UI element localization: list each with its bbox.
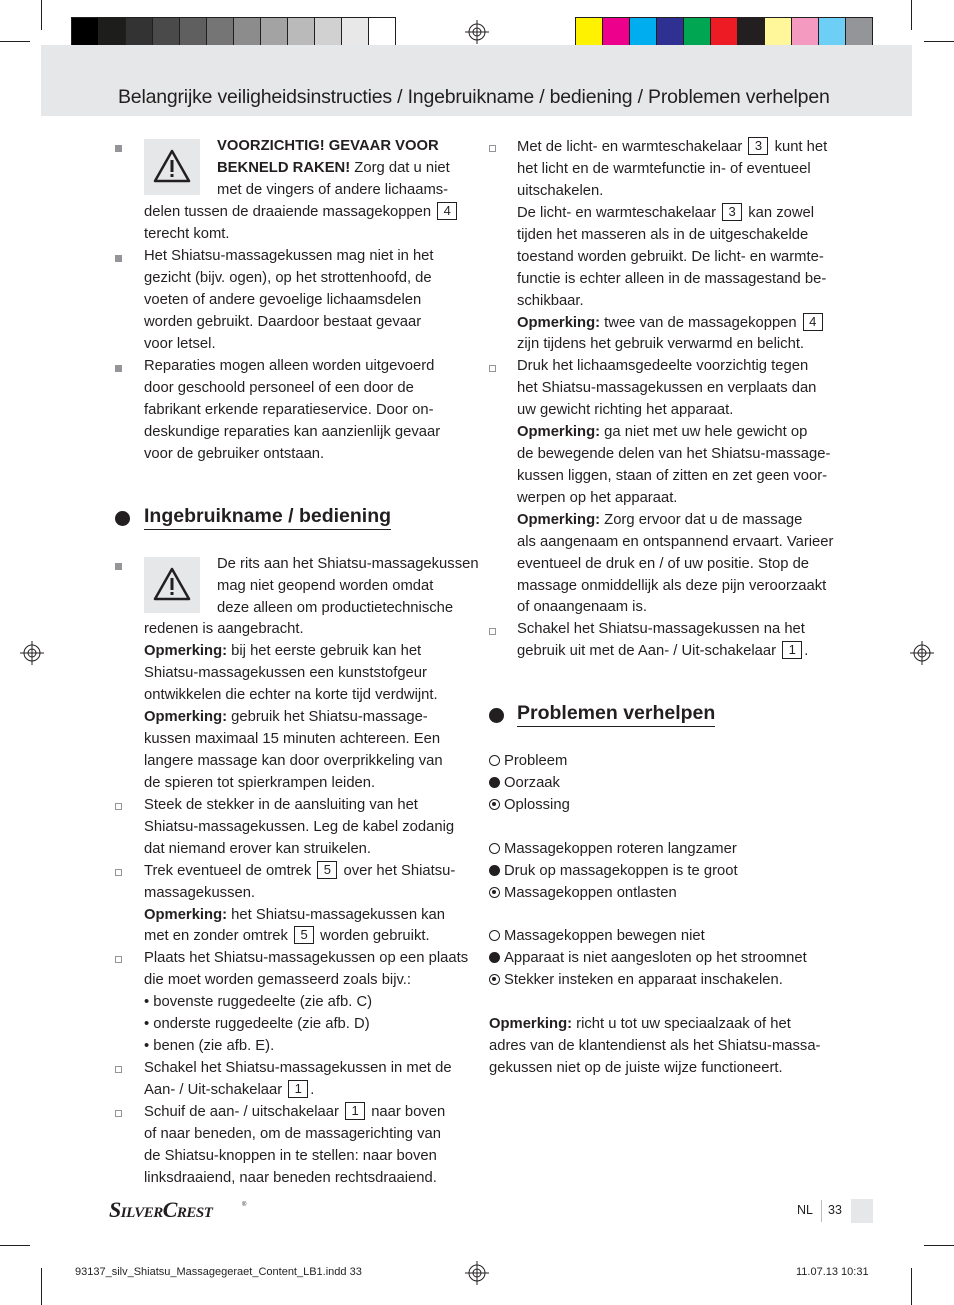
text-line: Schuif de aan- / uitschakelaar 1 naar boven [144,1103,446,1120]
filled-circle-icon [489,865,500,876]
silvercrest-logo [109,1197,249,1223]
bullet [115,145,122,152]
text-line: gekussen niet op de juiste wijze functioneert. [489,1060,783,1076]
cause-row: Druk op massagekoppen is te groot [489,860,738,882]
color-swatch [152,17,180,46]
reference-number: 5 [294,926,314,944]
text-line: met en zonder omtrek 5 worden gebruikt. [144,927,430,944]
list-item: • benen (zie afb. E). [144,1038,275,1054]
reference-number: 1 [782,641,802,659]
text-line: schikbaar. [517,293,584,309]
color-swatch [98,17,126,46]
reference-number: 4 [803,313,823,331]
color-swatch [602,17,630,46]
text-line: voor de gebruiker ontstaan. [144,446,325,462]
color-swatch [818,17,846,46]
text-line: Trek eventueel de omtrek 5 over het Shiatsu- [144,862,456,879]
text-line: terecht komt. [144,226,230,242]
registration-mark-icon [910,641,934,665]
legend-solution: Oplossing [489,794,570,816]
grayscale-bar [71,17,395,46]
text-line: adres van de klantendienst als het Shiatsu-massa- [489,1038,821,1054]
reference-number: 3 [722,203,742,221]
text-line: Opmerking: het Shiatsu-massagekussen kan [144,907,446,923]
footer-tab [851,1199,873,1223]
footer-language: NL [797,1203,813,1217]
target-circle-icon [489,799,500,810]
color-swatch [737,17,765,46]
section-bullet-icon [489,708,504,723]
text-line: het licht en de warmtefunctie in- of eventueel [517,161,811,177]
color-swatch [287,17,315,46]
text-line: gebruik uit met de Aan- / Uit-schakelaar 1 . [517,642,809,659]
checkbox-bullet [115,869,122,876]
color-swatch [233,17,261,46]
text-line: als aangenaam en ontspannend ervaart. Varieer [517,534,834,550]
open-circle-icon [489,755,500,766]
text-line: toestand worden gebruikt. De licht- en warmte- [517,249,824,265]
text-line: uitschakelen. [517,183,604,199]
svg-text:®: ® [242,1202,247,1208]
text-line: uw gewicht richting het apparaat. [517,402,734,418]
text-line: redenen is aangebracht. [144,621,304,637]
text-line: Het Shiatsu-massagekussen mag niet in het [144,248,434,264]
checkbox-bullet [489,365,496,372]
registration-mark-icon [20,641,44,665]
text-line: langere massage kan door overprikkeling van [144,753,443,769]
crop-mark [41,1268,42,1305]
text-line: Reparaties mogen alleen worden uitgevoerd [144,358,435,374]
filled-circle-icon [489,777,500,788]
text-line: Steek de stekker in de aansluiting van het [144,797,418,813]
checkbox-bullet [489,628,496,635]
text-line: Plaats het Shiatsu-massagekussen op een plaats [144,950,469,966]
crop-mark [0,41,30,42]
checkbox-bullet [489,145,496,152]
text-line: Shiatsu-massagekussen een kunststofgeur [144,665,427,681]
color-swatch [206,17,234,46]
crop-mark [41,0,42,30]
bullet [115,563,122,570]
text-line: linksdraaiend, naar beneden rechtsdraaiend. [144,1170,437,1186]
problem-row: Massagekoppen bewegen niet [489,925,705,947]
text-line: door geschoold personeel of een door de [144,380,414,396]
text-line: delen tussen de draaiende massagekoppen 4 [144,201,459,223]
legend-cause: Oorzaak [489,772,560,794]
bullet [115,255,122,262]
color-swatch [179,17,207,46]
color-bar [575,17,872,46]
crop-mark [924,1245,954,1246]
footer-divider [821,1200,822,1222]
text-line: deskundige reparaties kan aanzienlijk gevaar [144,424,441,440]
cause-row: Apparaat is niet aangesloten op het stroomnet [489,947,807,969]
warning-heading: VOORZICHTIG! GEVAAR VOOR [217,138,439,154]
text-line: gezicht (bijv. ogen), op het strottenhoofd, de [144,270,432,286]
text-line: die moet worden gemasseerd zoals bijv.: [144,972,412,988]
solution-row: Stekker insteken en apparaat inschakelen. [489,969,783,991]
color-swatch [341,17,369,46]
text-line: deze alleen om productietechnische [217,600,454,616]
text-line: massagekussen. [144,885,256,901]
crop-mark [911,1268,912,1305]
text-line: De rits aan het Shiatsu-massagekussen [217,556,479,572]
text-line: dat niemand erover kan struikelen. [144,841,372,857]
text-line: voeten of andere gevoelige lichaamsdelen [144,292,422,308]
text-line: werpen op het apparaat. [517,490,678,506]
legend-problem: Probleem [489,750,567,772]
text-line: Aan- / Uit-schakelaar 1 . [144,1081,315,1098]
color-swatch [368,17,396,46]
text-line: zijn tijdens het gebruik verwarmd en belicht. [517,336,805,352]
reference-number: 1 [345,1102,365,1120]
checkbox-bullet [115,1066,122,1073]
text-line: Opmerking: Zorg ervoor dat u de massage [517,512,803,528]
section-bullet-icon [115,511,130,526]
text-line: Shiatsu-massagekussen. Leg de kabel zodanig [144,819,455,835]
color-swatch [764,17,792,46]
text-line: BEKNELD RAKEN! Zorg dat u niet [217,160,450,176]
text-line: de spieren tot spierkrampen leiden. [144,775,376,791]
text-line: of naar beneden, om de massagerichting van [144,1126,441,1142]
reference-number: 4 [437,202,457,220]
text-line: eventueel de druk en / of uw positie. Stop de [517,556,810,572]
warning-triangle-icon [144,557,200,613]
registration-mark-icon [465,20,489,44]
warning-box [144,557,200,613]
section-title-problemen: Problemen verhelpen [517,702,715,727]
text-line: De licht- en warmteschakelaar 3 kan zowel [517,204,815,221]
text-line: worden gebruikt. Daardoor bestaat gevaar [144,314,422,330]
color-swatch [629,17,657,46]
color-swatch [656,17,684,46]
open-circle-icon [489,843,500,854]
problem-row: Massagekoppen roteren langzamer [489,838,737,860]
warning-box [144,139,200,195]
target-circle-icon [489,887,500,898]
text-line: Opmerking: twee van de massagekoppen 4 [517,312,825,334]
text-line: Schakel het Shiatsu-massagekussen na het [517,621,805,637]
reference-number: 1 [288,1080,308,1098]
text-line: kussen maximaal 15 minuten achtereen. Een [144,731,441,747]
checkbox-bullet [115,803,122,810]
text-line: kussen liggen, staan of zitten en zet geen voor- [517,468,828,484]
section-title-ingebruikname: Ingebruikname / bediening [144,505,391,530]
color-swatch [260,17,288,46]
target-circle-icon [489,974,500,985]
warning-triangle-icon [144,139,200,195]
text-line: Druk het lichaamsgedeelte voorzichtig tegen [517,358,809,374]
text-line: mag niet geopend worden omdat [217,578,434,594]
text-line: Opmerking: gebruik het Shiatsu-massage- [144,709,428,725]
color-swatch [71,17,99,46]
registration-mark-icon [465,1261,489,1285]
color-swatch [314,17,342,46]
text-line: functie is echter alleen in de massagestand be- [517,271,827,287]
bullet [115,365,122,372]
solution-row: Massagekoppen ontlasten [489,882,677,904]
text-line: massage onmiddellijk als deze pijn veroorzaakt [517,578,827,594]
open-circle-icon [489,930,500,941]
checkbox-bullet [115,1110,122,1117]
text-line: het Shiatsu-massagekussen en verplaats dan [517,380,817,396]
list-item: • bovenste ruggedeelte (zie afb. C) [144,994,373,1010]
text-line: met de vingers of andere lichaams- [217,182,449,198]
text-line: de bewegende delen van het Shiatsu-massage- [517,446,831,462]
slug-datetime: 11.07.13 10:31 [796,1266,869,1278]
color-swatch [845,17,873,46]
text-line: Opmerking: ga niet met uw hele gewicht op [517,424,808,440]
list-item: • onderste ruggedeelte (zie afb. D) [144,1016,370,1032]
text-line: Opmerking: richt u tot uw speciaalzaak of het [489,1016,791,1032]
checkbox-bullet [115,956,122,963]
svg-text:SILVERCREST: SILVERCREST [109,1197,213,1222]
crop-mark [911,0,912,30]
color-swatch [710,17,738,46]
crop-mark [0,1245,30,1246]
reference-number: 5 [317,861,337,879]
reference-number: 3 [748,137,768,155]
text-line: de Shiatsu-knoppen in te stellen: naar boven [144,1148,437,1164]
page-title: Belangrijke veiligheidsinstructies / Ingebruikname / bediening / Problemen verhelpen [118,86,830,108]
text-line: of onaangenaam is. [517,599,647,615]
crop-mark [924,41,954,42]
text-line: tijden het masseren als in de uitgeschakelde [517,227,809,243]
color-swatch [575,17,603,46]
color-swatch [791,17,819,46]
filled-circle-icon [489,952,500,963]
slug-filename: 93137_silv_Shiatsu_Massagegeraet_Content_LB1.indd 33 [75,1266,362,1278]
color-swatch [683,17,711,46]
text-line: fabrikant erkende reparatieservice. Door on- [144,402,434,418]
text-line: ontwikkelen die echter na korte tijd verdwijnt. [144,687,438,703]
color-swatch [125,17,153,46]
text-line: Schakel het Shiatsu-massagekussen in met de [144,1060,452,1076]
page-number: 33 [828,1203,842,1217]
text-line: Opmerking: bij het eerste gebruik kan het [144,643,422,659]
text-line: voor letsel. [144,336,216,352]
text-line: Met de licht- en warmteschakelaar 3 kunt het [517,138,828,155]
